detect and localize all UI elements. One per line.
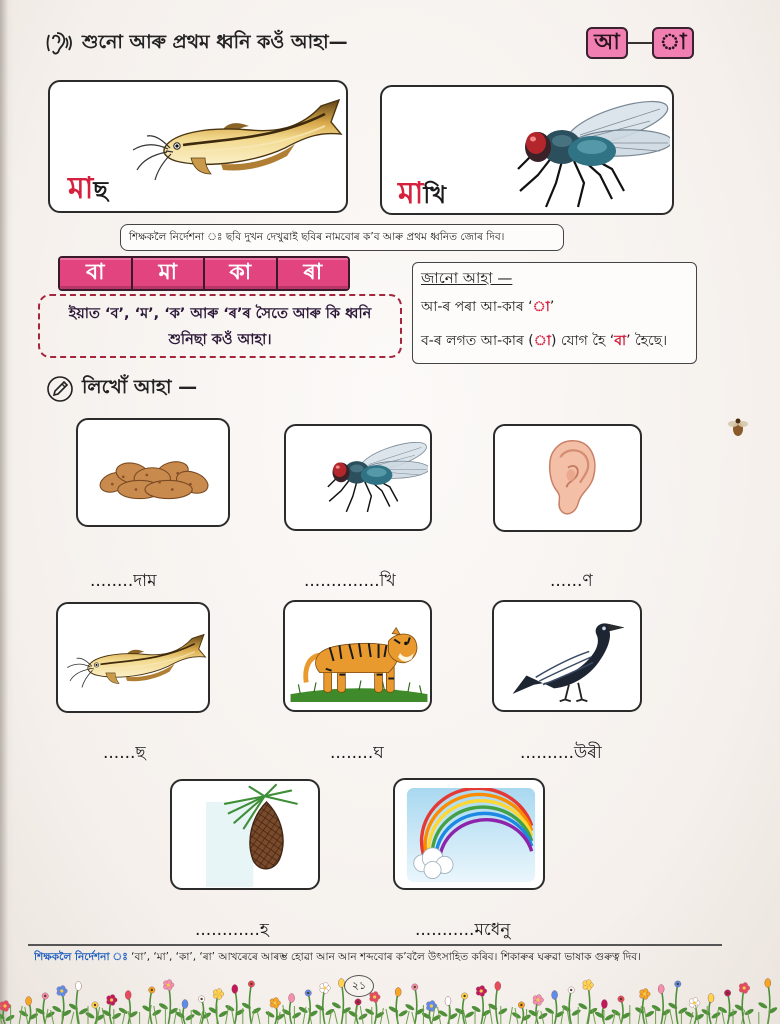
border-flower: [265, 998, 286, 1024]
write-card-crow: [492, 600, 642, 712]
prompt-box: [38, 294, 402, 358]
listen-card-fish: [48, 80, 348, 213]
border-grass: [71, 1012, 74, 1024]
palm-fruit-icon: [206, 783, 310, 887]
border-flower: [298, 990, 319, 1024]
footer-rule: [28, 944, 722, 946]
border-grass: [670, 1010, 673, 1024]
write-card-ear: [493, 424, 642, 532]
vowel-letter: আ: [586, 27, 628, 59]
write-card-fly: [284, 424, 432, 531]
footer-text: ‘বা’, ‘মা’, ‘কা’, ‘ৰা’ আখৰেৰে আৰম্ভ হোৱা আন আন শব্দবোৰ ক’বলৈ উৎসাহিত কৰিব। শিকাৰুৰ ঘৰুৱা ভাষাক গুৰুত্ব দিব।: [131, 951, 641, 963]
syllable-tile: কা: [205, 258, 278, 289]
listen-card-fly: [380, 85, 674, 215]
syllable-highlight: বা: [614, 333, 627, 349]
fill-blank-label: ............হ: [195, 920, 269, 940]
peanuts-icon: [96, 446, 214, 504]
border-grass: [509, 1007, 512, 1024]
listen-ear-icon: [44, 29, 74, 59]
border-flower: [0, 1001, 15, 1024]
bug-icon: [726, 416, 750, 438]
know-line-2: [421, 329, 667, 353]
write-title: লিখোঁ আহা —: [82, 376, 198, 398]
border-flower: [364, 992, 385, 1024]
badge-connector: [628, 42, 652, 44]
write-card-fish: [56, 602, 210, 713]
ear-icon: [541, 428, 601, 530]
syllable-tile: মা: [133, 258, 206, 289]
know-text: ’: [549, 299, 555, 315]
word-highlight: মা: [68, 171, 94, 206]
vowel-sign: া: [652, 27, 694, 59]
page-number: ২১: [344, 975, 374, 997]
border-grass: [386, 1009, 389, 1024]
border-flower: [454, 993, 475, 1024]
write-card-peanuts: [76, 418, 230, 527]
border-flower: [348, 999, 369, 1024]
write-header: [46, 374, 197, 404]
prompt-line-1: ইয়াত ‘ব’, ‘ম’, ‘ক’ আৰু ‘ৰ’ৰ সৈতে আৰু কি ধ্বনি: [68, 306, 372, 322]
know-text: ব-ৰ লগত আ-কাৰ (: [421, 333, 534, 349]
housefly-icon: [500, 91, 670, 211]
border-grass: [226, 1006, 229, 1024]
border-flower: [281, 994, 302, 1024]
write-card-rainbow: [393, 778, 545, 890]
border-flower: [438, 997, 459, 1024]
border-grass: [334, 1011, 337, 1024]
tiger-icon: [290, 614, 428, 702]
know-line-1: [421, 295, 554, 319]
prompt-line-2: শুনিছা কওঁ আহা।: [168, 332, 272, 348]
border-flower: [141, 987, 162, 1024]
vowel-sign-highlight: া: [532, 299, 550, 315]
crow-icon: [508, 610, 628, 704]
word-highlight: মা: [398, 176, 424, 211]
border-flower: [528, 995, 549, 1024]
border-flower: [667, 981, 688, 1024]
know-text: ’ হৈছে।: [626, 333, 668, 349]
fill-blank-label: ...........মধেনু: [415, 920, 511, 940]
border-grass: [412, 1012, 415, 1024]
know-text: আ-ৰ পৰা আ-কাৰ ‘: [421, 299, 533, 315]
page-binding-shadow: [0, 0, 14, 1024]
border-flower: [511, 1002, 532, 1024]
listen-header: [44, 27, 348, 61]
word-rest: খি: [423, 181, 446, 209]
border-flower: [224, 985, 245, 1024]
flower-border: [0, 966, 780, 1024]
fill-blank-label: ......ণ: [550, 571, 593, 591]
fill-blank-label: ..........উৰী: [520, 743, 602, 763]
syllable-tiles: [58, 256, 350, 291]
catfish-icon: [125, 92, 345, 182]
fill-blank-label: ........ঘ: [330, 743, 384, 763]
border-flower: [717, 990, 738, 1024]
border-flower: [191, 996, 212, 1024]
word-rest: ছ: [93, 176, 108, 204]
vowel-sign-highlight: া: [533, 333, 551, 349]
know-box: [412, 262, 697, 364]
border-flower: [734, 983, 755, 1024]
border-flower: [651, 985, 672, 1024]
border-flower: [684, 998, 705, 1024]
teacher-note-footer: [34, 950, 746, 967]
know-title: জানো আহা —: [421, 269, 513, 287]
pencil-icon: [46, 375, 74, 403]
border-flower: [175, 1000, 196, 1024]
syllable-tile: ৰা: [278, 258, 349, 289]
border-flower: [757, 979, 778, 1024]
fill-blank-label: ........দাম: [90, 571, 157, 591]
word-label-fish: [68, 164, 108, 213]
border-flower: [388, 988, 409, 1024]
vowel-badge: [586, 27, 696, 59]
border-flower: [487, 982, 508, 1024]
rainbow-icon: [403, 788, 539, 882]
write-card-tiger: [283, 600, 432, 712]
teacher-note-top: শিক্ষকলৈ নিৰ্দেশনা ঃ ছবি দুখন দেখুৱাই ছবিৰ নামবোৰ ক’ব আৰু প্ৰথম ধ্বনিত জোৰ দিব।: [120, 224, 564, 251]
catfish-icon: [62, 628, 208, 690]
border-grass: [19, 1006, 22, 1024]
housefly-icon: [316, 434, 428, 516]
listen-title: শুনো আৰু প্ৰথম ধ্বনি কওঁ আহা—: [82, 31, 348, 53]
border-grass: [257, 1010, 260, 1024]
fill-blank-label: ..............খি: [304, 571, 396, 591]
border-flower: [118, 991, 139, 1024]
word-label-fly: [398, 169, 446, 215]
write-card-palm: [170, 779, 320, 890]
syllable-tile: বা: [60, 258, 133, 289]
footer-label: শিক্ষকলৈ নিৰ্দেশনা ঃ: [34, 951, 128, 963]
fill-blank-label: ......ছ: [103, 743, 146, 763]
know-text: ) যোগ হৈ ‘: [550, 333, 615, 349]
